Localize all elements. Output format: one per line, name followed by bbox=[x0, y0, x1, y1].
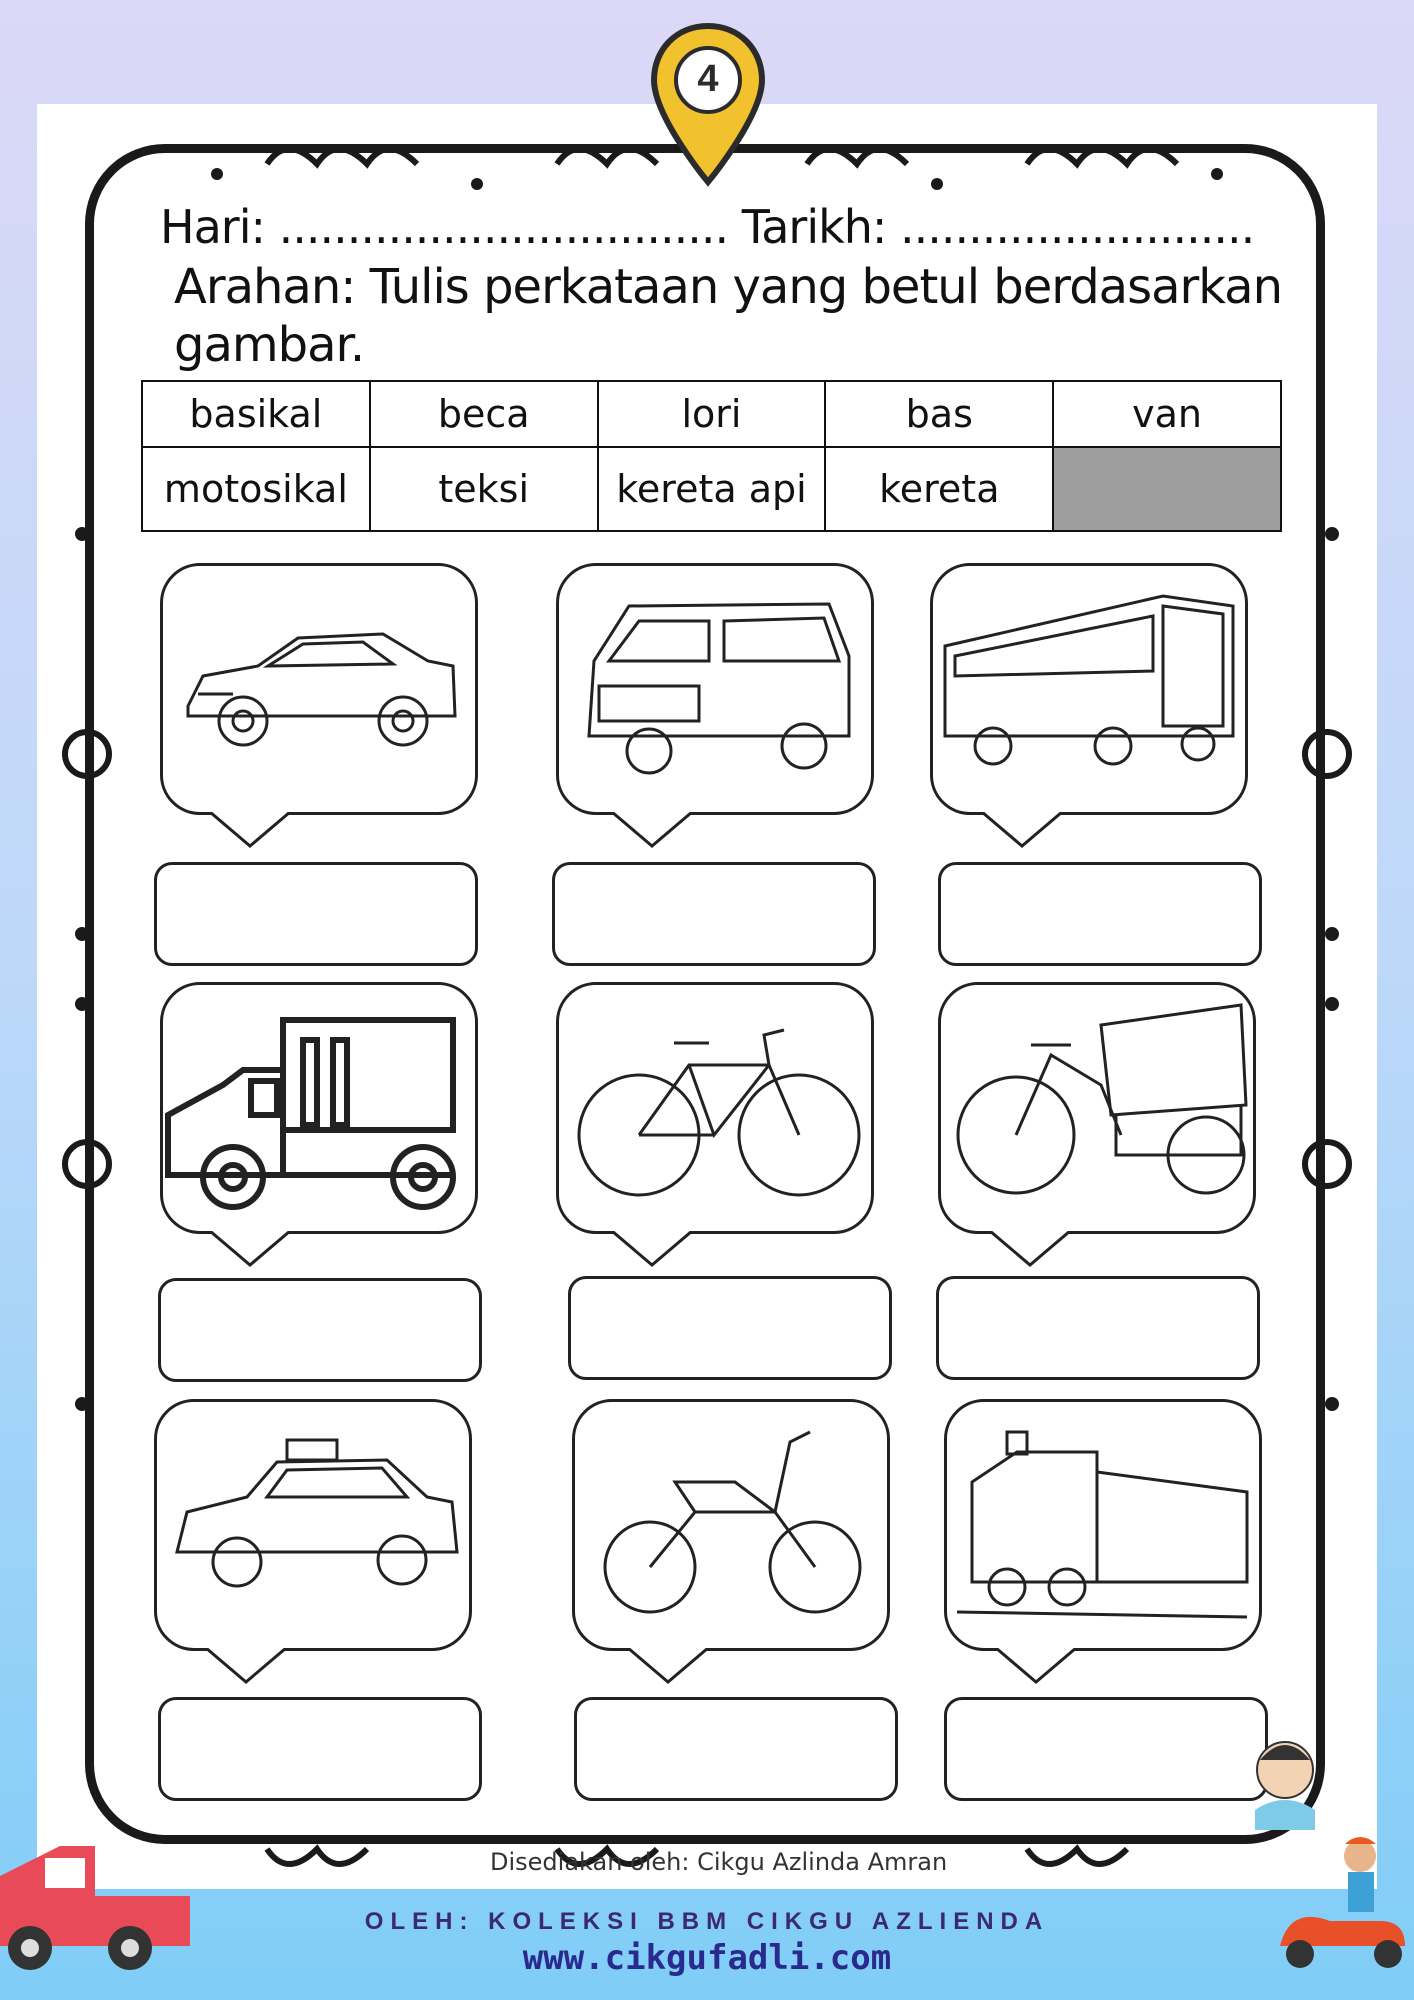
bicycle-icon bbox=[559, 985, 871, 1231]
picture-card-motorcycle bbox=[572, 1399, 890, 1651]
answer-box[interactable] bbox=[552, 862, 876, 966]
picture-card-bus bbox=[930, 563, 1248, 815]
motorcycle-icon bbox=[575, 1402, 887, 1648]
van-icon bbox=[559, 566, 871, 812]
lorry-icon bbox=[163, 985, 475, 1231]
word-cell: teksi bbox=[370, 447, 598, 531]
answer-box[interactable] bbox=[568, 1276, 892, 1380]
card-pointer bbox=[628, 1648, 708, 1684]
picture-card-car bbox=[160, 563, 478, 815]
page-number-pin-icon bbox=[648, 22, 768, 187]
car-icon bbox=[163, 566, 475, 812]
card-pointer bbox=[210, 1231, 290, 1267]
word-cell: van bbox=[1053, 381, 1281, 447]
blank-cell bbox=[1053, 447, 1281, 531]
instruction-text: Arahan: Tulis perkataan yang betul berdasarkan gambar. bbox=[174, 259, 1283, 373]
answer-box[interactable] bbox=[154, 862, 478, 966]
date-line bbox=[160, 200, 1254, 254]
card-pointer bbox=[612, 1231, 692, 1267]
picture-card-train bbox=[944, 1399, 1262, 1651]
word-cell: bas bbox=[825, 381, 1053, 447]
picture-card-lorry bbox=[160, 982, 478, 1234]
answer-box[interactable] bbox=[574, 1697, 898, 1801]
hari-label: Hari: ................................. bbox=[160, 200, 729, 254]
mascot-logo bbox=[1240, 1730, 1330, 1840]
tarikh-label: Tarikh: .......................... bbox=[741, 200, 1255, 254]
picture-card-taxi bbox=[154, 1399, 472, 1651]
picture-card-van bbox=[556, 563, 874, 815]
answer-box[interactable] bbox=[158, 1697, 482, 1801]
bus-icon bbox=[933, 566, 1245, 812]
card-pointer bbox=[206, 1648, 286, 1684]
train-icon bbox=[947, 1402, 1259, 1648]
card-pointer bbox=[210, 812, 290, 848]
word-cell: beca bbox=[370, 381, 598, 447]
word-cell: kereta api bbox=[598, 447, 826, 531]
word-cell: basikal bbox=[142, 381, 370, 447]
answer-box[interactable] bbox=[158, 1278, 482, 1382]
answer-box[interactable] bbox=[938, 862, 1262, 966]
answer-box[interactable] bbox=[944, 1697, 1268, 1801]
word-bank-table bbox=[141, 380, 1282, 532]
word-cell: motosikal bbox=[142, 447, 370, 531]
page-number: 4 bbox=[697, 58, 719, 100]
banner-title: OLEH: KOLEKSI BBM CIKGU AZLIENDA bbox=[364, 1908, 1050, 1935]
trishaw-icon bbox=[941, 985, 1253, 1231]
card-pointer bbox=[612, 812, 692, 848]
picture-card-bicycle bbox=[556, 982, 874, 1234]
prepared-by-credit: Disediakan oleh: Cikgu Azlinda Amran bbox=[490, 1848, 948, 1876]
word-cell: lori bbox=[598, 381, 826, 447]
taxi-icon bbox=[157, 1402, 469, 1648]
word-cell: kereta bbox=[825, 447, 1053, 531]
card-pointer bbox=[990, 1231, 1070, 1267]
card-pointer bbox=[982, 812, 1062, 848]
card-pointer bbox=[996, 1648, 1076, 1684]
website-link[interactable]: www.cikgufadli.com bbox=[522, 1938, 892, 1978]
picture-card-trishaw bbox=[938, 982, 1256, 1234]
answer-box[interactable] bbox=[936, 1276, 1260, 1380]
